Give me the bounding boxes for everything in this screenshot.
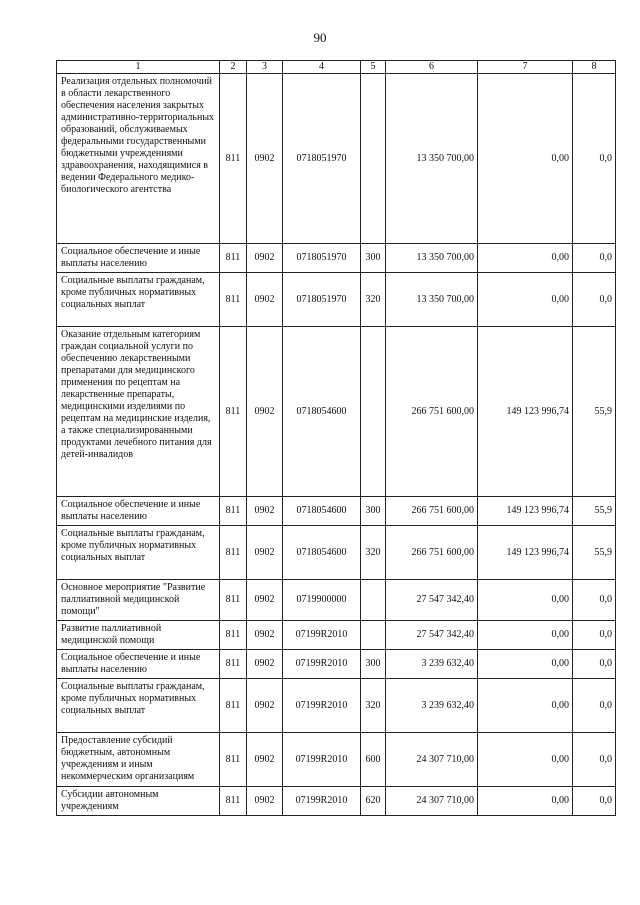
executed-amount-cell: 0,00 xyxy=(478,733,573,787)
table-row xyxy=(57,621,616,650)
table-row xyxy=(57,733,616,787)
row-name-cell: Оказание отдельным категориям граждан социальной услуги по обеспечению лекарственными препаратами для медицинского применения по рецептам на лекарственные препараты, медицинскими изделиями по рецептам на медицинские изделия, а также специализированными продуктами лечебного питания для детей-инвалидов xyxy=(57,327,220,497)
target-code-cell: 0718051970 xyxy=(283,273,361,327)
executed-amount-cell: 149 123 996,74 xyxy=(478,497,573,526)
percent-cell: 55,9 xyxy=(573,497,616,526)
expense-type-cell xyxy=(361,327,386,497)
expense-type-cell xyxy=(361,621,386,650)
percent-cell: 0,0 xyxy=(573,621,616,650)
expense-type-cell xyxy=(361,74,386,244)
planned-amount-cell: 27 547 342,40 xyxy=(386,621,478,650)
table-header-row xyxy=(57,61,616,74)
target-code-cell: 07199R2010 xyxy=(283,733,361,787)
admin-code-cell: 811 xyxy=(220,650,247,679)
planned-amount-cell: 3 239 632,40 xyxy=(386,650,478,679)
percent-cell: 0,0 xyxy=(573,273,616,327)
admin-code-cell: 811 xyxy=(220,733,247,787)
row-name-cell: Социальные выплаты гражданам, кроме публичных нормативных социальных выплат xyxy=(57,679,220,733)
planned-amount-cell: 266 751 600,00 xyxy=(386,327,478,497)
row-name-cell: Социальное обеспечение и иные выплаты населению xyxy=(57,497,220,526)
column-header: 2 xyxy=(220,61,247,74)
table-body xyxy=(57,74,616,816)
percent-cell: 0,0 xyxy=(573,244,616,273)
expense-type-cell: 320 xyxy=(361,679,386,733)
expense-type-cell: 300 xyxy=(361,650,386,679)
executed-amount-cell: 0,00 xyxy=(478,580,573,621)
target-code-cell: 07199R2010 xyxy=(283,787,361,816)
admin-code-cell: 811 xyxy=(220,244,247,273)
percent-cell: 0,0 xyxy=(573,733,616,787)
table-row xyxy=(57,580,616,621)
executed-amount-cell: 149 123 996,74 xyxy=(478,526,573,580)
target-code-cell: 0718051970 xyxy=(283,244,361,273)
section-code-cell: 0902 xyxy=(247,497,283,526)
section-code-cell: 0902 xyxy=(247,621,283,650)
percent-cell: 0,0 xyxy=(573,650,616,679)
target-code-cell: 07199R2010 xyxy=(283,650,361,679)
expense-type-cell xyxy=(361,580,386,621)
planned-amount-cell: 266 751 600,00 xyxy=(386,497,478,526)
admin-code-cell: 811 xyxy=(220,580,247,621)
column-header: 4 xyxy=(283,61,361,74)
expense-type-cell: 300 xyxy=(361,497,386,526)
percent-cell: 0,0 xyxy=(573,679,616,733)
percent-cell: 0,0 xyxy=(573,787,616,816)
table-row xyxy=(57,244,616,273)
expense-type-cell: 320 xyxy=(361,526,386,580)
expense-type-cell: 300 xyxy=(361,244,386,273)
expense-type-cell: 600 xyxy=(361,733,386,787)
target-code-cell: 0718051970 xyxy=(283,74,361,244)
column-header: 5 xyxy=(361,61,386,74)
percent-cell: 55,9 xyxy=(573,526,616,580)
target-code-cell: 07199R2010 xyxy=(283,621,361,650)
table-row xyxy=(57,526,616,580)
planned-amount-cell: 24 307 710,00 xyxy=(386,787,478,816)
section-code-cell: 0902 xyxy=(247,650,283,679)
admin-code-cell: 811 xyxy=(220,526,247,580)
table-row xyxy=(57,787,616,816)
planned-amount-cell: 13 350 700,00 xyxy=(386,74,478,244)
executed-amount-cell: 0,00 xyxy=(478,679,573,733)
expense-type-cell: 620 xyxy=(361,787,386,816)
section-code-cell: 0902 xyxy=(247,787,283,816)
target-code-cell: 07199R2010 xyxy=(283,679,361,733)
column-header: 8 xyxy=(573,61,616,74)
column-header: 1 xyxy=(57,61,220,74)
section-code-cell: 0902 xyxy=(247,74,283,244)
column-header: 6 xyxy=(386,61,478,74)
admin-code-cell: 811 xyxy=(220,787,247,816)
column-header: 7 xyxy=(478,61,573,74)
row-name-cell: Субсидии автономным учреждениям xyxy=(57,787,220,816)
section-code-cell: 0902 xyxy=(247,679,283,733)
admin-code-cell: 811 xyxy=(220,74,247,244)
admin-code-cell: 811 xyxy=(220,621,247,650)
admin-code-cell: 811 xyxy=(220,497,247,526)
executed-amount-cell: 0,00 xyxy=(478,621,573,650)
row-name-cell: Развитие паллиативной медицинской помощи xyxy=(57,621,220,650)
executed-amount-cell: 0,00 xyxy=(478,244,573,273)
row-name-cell: Социальное обеспечение и иные выплаты населению xyxy=(57,244,220,273)
section-code-cell: 0902 xyxy=(247,733,283,787)
row-name-cell: Социальные выплаты гражданам, кроме публичных нормативных социальных выплат xyxy=(57,273,220,327)
executed-amount-cell: 149 123 996,74 xyxy=(478,327,573,497)
row-name-cell: Предоставление субсидий бюджетным, автономным учреждениям и иным некоммерческим организациям xyxy=(57,733,220,787)
executed-amount-cell: 0,00 xyxy=(478,273,573,327)
executed-amount-cell: 0,00 xyxy=(478,74,573,244)
budget-table xyxy=(56,60,616,816)
target-code-cell: 0718054600 xyxy=(283,497,361,526)
percent-cell: 55,9 xyxy=(573,327,616,497)
executed-amount-cell: 0,00 xyxy=(478,650,573,679)
admin-code-cell: 811 xyxy=(220,679,247,733)
table-row xyxy=(57,327,616,497)
row-name-cell: Реализация отдельных полномочий в области лекарственного обеспечения населения закрытых административно-территориальных образований, обслуживаемых федеральными государственными бюджетными учреждениями здравоохранения, находящимися в ведении Федерального медико-биологического агентства xyxy=(57,74,220,244)
column-header: 3 xyxy=(247,61,283,74)
row-name-cell: Социальные выплаты гражданам, кроме публичных нормативных социальных выплат xyxy=(57,526,220,580)
target-code-cell: 0719900000 xyxy=(283,580,361,621)
planned-amount-cell: 266 751 600,00 xyxy=(386,526,478,580)
section-code-cell: 0902 xyxy=(247,580,283,621)
section-code-cell: 0902 xyxy=(247,244,283,273)
executed-amount-cell: 0,00 xyxy=(478,787,573,816)
section-code-cell: 0902 xyxy=(247,273,283,327)
table-row xyxy=(57,497,616,526)
planned-amount-cell: 27 547 342,40 xyxy=(386,580,478,621)
planned-amount-cell: 3 239 632,40 xyxy=(386,679,478,733)
admin-code-cell: 811 xyxy=(220,327,247,497)
percent-cell: 0,0 xyxy=(573,74,616,244)
percent-cell: 0,0 xyxy=(573,580,616,621)
admin-code-cell: 811 xyxy=(220,273,247,327)
target-code-cell: 0718054600 xyxy=(283,327,361,497)
table-row xyxy=(57,650,616,679)
row-name-cell: Основное мероприятие "Развитие паллиативной медицинской помощи" xyxy=(57,580,220,621)
expense-type-cell: 320 xyxy=(361,273,386,327)
planned-amount-cell: 24 307 710,00 xyxy=(386,733,478,787)
table-row xyxy=(57,273,616,327)
planned-amount-cell: 13 350 700,00 xyxy=(386,244,478,273)
target-code-cell: 0718054600 xyxy=(283,526,361,580)
section-code-cell: 0902 xyxy=(247,327,283,497)
table-row xyxy=(57,679,616,733)
page-number: 90 xyxy=(313,30,327,45)
planned-amount-cell: 13 350 700,00 xyxy=(386,273,478,327)
row-name-cell: Социальное обеспечение и иные выплаты населению xyxy=(57,650,220,679)
table-row xyxy=(57,74,616,244)
section-code-cell: 0902 xyxy=(247,526,283,580)
